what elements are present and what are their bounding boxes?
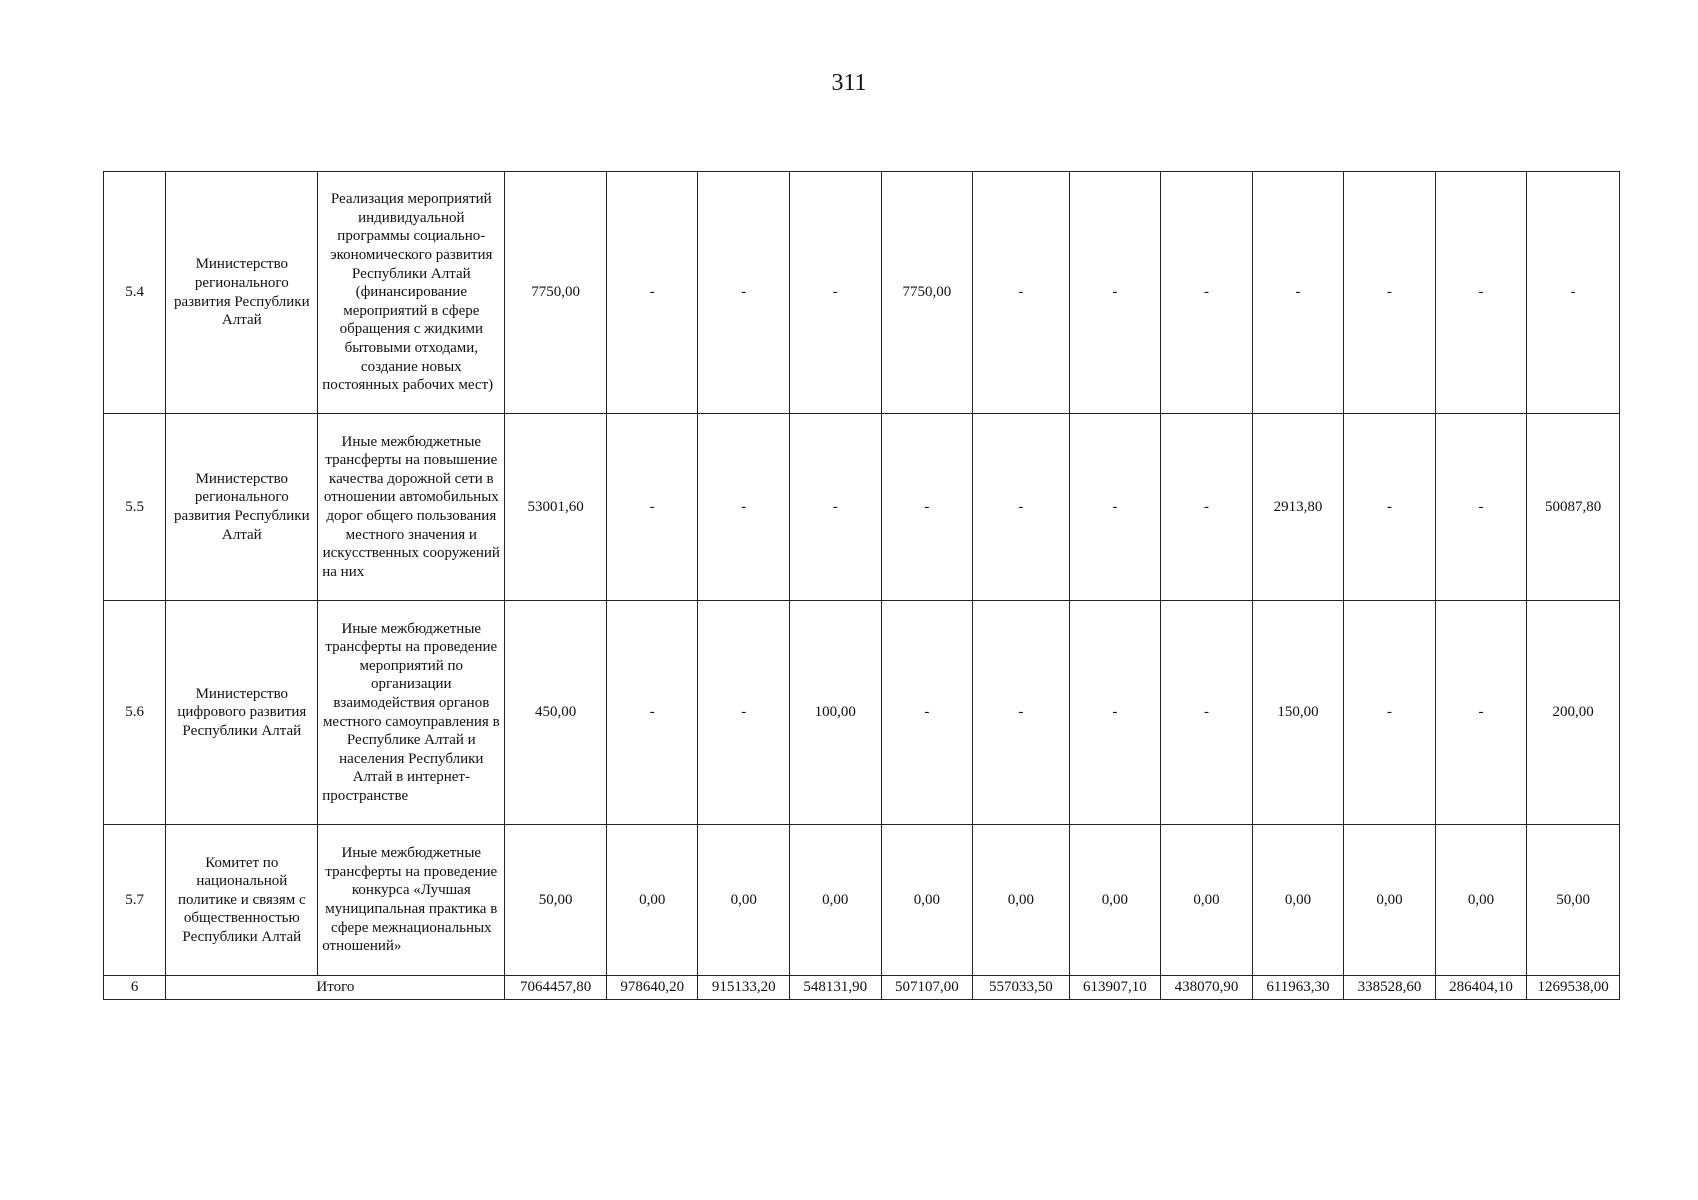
value-cell: 0,00 (790, 825, 882, 976)
total-value-cell: 7064457,80 (505, 976, 607, 1000)
value-cell: - (1344, 172, 1436, 414)
value-cell: - (973, 414, 1070, 601)
description-cell: Реализация мероприятий индивидуальной программы социально-экономического развития Республики Алтай (финансирование мероприятий в сфере обращения с жидкими бытовыми отходами, создание новых постоянных рабочих мест) (318, 172, 505, 414)
total-row-number: 6 (104, 976, 166, 1000)
value-cell: - (973, 601, 1070, 825)
total-value-cell: 613907,10 (1069, 976, 1161, 1000)
row-number: 5.6 (104, 601, 166, 825)
value-cell: - (790, 414, 882, 601)
value-cell: - (1069, 601, 1161, 825)
value-cell: 7750,00 (881, 172, 973, 414)
value-cell: 100,00 (790, 601, 882, 825)
value-cell: - (698, 172, 790, 414)
total-value-cell: 915133,20 (698, 976, 790, 1000)
value-cell: - (1344, 601, 1436, 825)
value-cell: - (1344, 414, 1436, 601)
total-value-cell: 548131,90 (790, 976, 882, 1000)
value-cell: 0,00 (606, 825, 698, 976)
value-cell: 0,00 (973, 825, 1070, 976)
value-cell: 200,00 (1527, 601, 1620, 825)
row-number: 5.4 (104, 172, 166, 414)
organization-cell: Министерство регионального развития Республики Алтай (166, 172, 318, 414)
value-cell: - (1435, 601, 1527, 825)
value-cell: - (698, 601, 790, 825)
total-value-cell: 1269538,00 (1527, 976, 1620, 1000)
value-cell: 50087,80 (1527, 414, 1620, 601)
total-value-cell: 286404,10 (1435, 976, 1527, 1000)
total-value-cell: 978640,20 (606, 976, 698, 1000)
value-cell: - (1161, 414, 1253, 601)
value-cell: 0,00 (1069, 825, 1161, 976)
total-value-cell: 557033,50 (973, 976, 1070, 1000)
value-cell: - (606, 414, 698, 601)
value-cell: - (881, 601, 973, 825)
value-cell: - (1161, 601, 1253, 825)
page-number: 311 (831, 70, 867, 96)
description-cell: Иные межбюджетные трансферты на проведение мероприятий по организации взаимодействия органов местного самоуправления в Республике Алтай и населения Республики Алтай в интернет-пространстве (318, 601, 505, 825)
row-number: 5.7 (104, 825, 166, 976)
value-cell: - (1069, 172, 1161, 414)
value-cell: - (881, 414, 973, 601)
value-cell: - (790, 172, 882, 414)
value-cell: - (973, 172, 1070, 414)
value-cell: - (1252, 172, 1344, 414)
table-row (104, 172, 1620, 414)
total-value-cell: 611963,30 (1252, 976, 1344, 1000)
value-cell: - (1527, 172, 1620, 414)
value-cell: 0,00 (698, 825, 790, 976)
value-cell: 450,00 (505, 601, 607, 825)
organization-cell: Комитет по национальной политике и связям с общественностью Республики Алтай (166, 825, 318, 976)
value-cell: 0,00 (1435, 825, 1527, 976)
total-row (104, 976, 1620, 1000)
value-cell: - (1161, 172, 1253, 414)
value-cell: 7750,00 (505, 172, 607, 414)
value-cell: - (606, 601, 698, 825)
total-value-cell: 338528,60 (1344, 976, 1436, 1000)
table-row (104, 825, 1620, 976)
value-cell: 2913,80 (1252, 414, 1344, 601)
organization-cell: Министерство цифрового развития Республики Алтай (166, 601, 318, 825)
value-cell: 53001,60 (505, 414, 607, 601)
value-cell: - (698, 414, 790, 601)
value-cell: - (1435, 172, 1527, 414)
row-number: 5.5 (104, 414, 166, 601)
budget-table (103, 171, 1620, 1000)
value-cell: 0,00 (1252, 825, 1344, 976)
total-value-cell: 507107,00 (881, 976, 973, 1000)
value-cell: 0,00 (1161, 825, 1253, 976)
organization-cell: Министерство регионального развития Республики Алтай (166, 414, 318, 601)
value-cell: 50,00 (505, 825, 607, 976)
value-cell: - (1069, 414, 1161, 601)
value-cell: 50,00 (1527, 825, 1620, 976)
table-body (104, 172, 1620, 1000)
value-cell: - (1435, 414, 1527, 601)
value-cell: 0,00 (881, 825, 973, 976)
total-value-cell: 438070,90 (1161, 976, 1253, 1000)
description-cell: Иные межбюджетные трансферты на проведение конкурса «Лучшая муниципальная практика в сфере межнациональных отношений» (318, 825, 505, 976)
value-cell: - (606, 172, 698, 414)
table-row (104, 414, 1620, 601)
value-cell: 150,00 (1252, 601, 1344, 825)
value-cell: 0,00 (1344, 825, 1436, 976)
description-cell: Иные межбюджетные трансферты на повышение качества дорожной сети в отношении автомобильных дорог общего пользования местного значения и искусственных сооружений на них (318, 414, 505, 601)
total-label: Итого (166, 976, 505, 1000)
table-row (104, 601, 1620, 825)
